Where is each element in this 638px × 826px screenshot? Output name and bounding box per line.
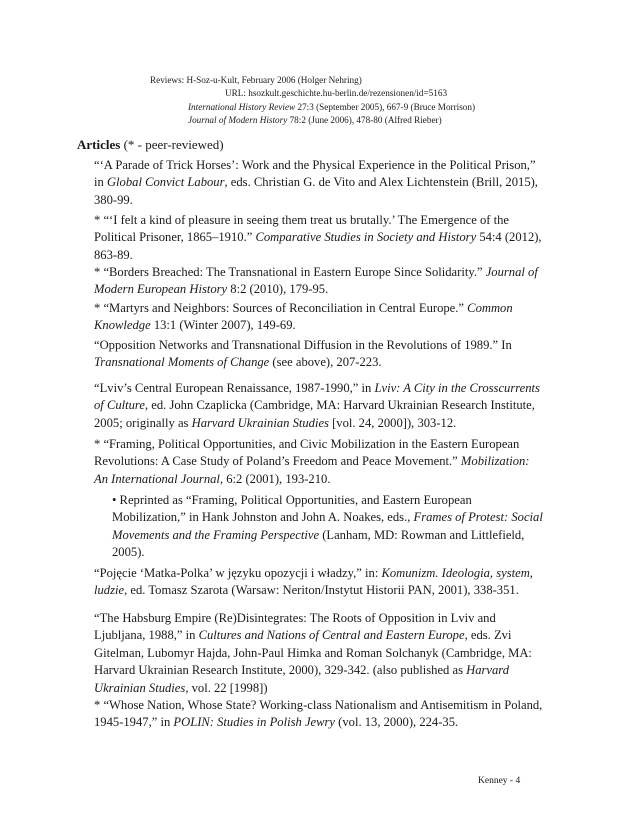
article-source: Harvard Ukrainian Studies (191, 415, 329, 430)
article-source: Journal of Modern European History (94, 265, 538, 297)
review-line-4 (188, 114, 442, 127)
article-source: POLIN: Studies in Polish Jewry (173, 715, 336, 730)
review-line-1 (150, 74, 362, 87)
article-text: , 6:2 (2001), 193-210. (219, 471, 331, 486)
article-entry (94, 264, 546, 299)
article-source: Cultures and Nations of Central and Eastern Europe (198, 628, 465, 643)
page-footer (478, 776, 520, 786)
article-text: 13:1 (Winter 2007), 149-69. (150, 318, 296, 333)
article-source: Mobilization: An International Journal (94, 454, 530, 486)
page-number: Kenney - 4 (478, 776, 521, 786)
article-entry (94, 697, 546, 732)
article-source: Lviv: A City in the Crosscurrents of Culture (94, 381, 540, 413)
article-text: , eds. Christian G. de Vito and Alex Lichtenstein (Brill, 2015), 380-99. (94, 175, 538, 207)
article-text: * “Martyrs and Neighbors: Sources of Reconciliation in Central Europe.” (94, 301, 468, 315)
article-text: 8:2 (2010), 179-95. (227, 282, 329, 297)
article-text: “Pojęcie ‘Matka-Polka’ w języku opozycji i władzy,” in: (94, 566, 382, 580)
article-source: Komunizm. Ideologia, system, ludzie (94, 566, 533, 598)
article-entry (94, 212, 546, 264)
article-entry (94, 610, 546, 697)
review-text: Reviews: H-Soz-u-Kult, February 2006 (Holger Nehring) (150, 75, 362, 85)
section-title: Articles (77, 137, 121, 152)
review-url (225, 87, 447, 100)
review-text: 78:2 (June 2006), 478-80 (Alfred Rieber) (287, 115, 442, 125)
article-text: [vol. 24, 2000]), 303-12. (328, 415, 457, 430)
article-source: Comparative Studies in Society and History (255, 230, 477, 245)
review-journal-title: International History Review (188, 102, 296, 112)
section-note: (* - peer-reviewed) (120, 137, 224, 152)
article-entry (94, 380, 546, 432)
article-text: * “Framing, Political Opportunities, and Civic Mobilization in the Eastern European Revolutions: A Case Study of Poland’s Freedom and Peace Movement.” (94, 437, 520, 469)
reprint-source: Frames of Protest: Social Movements and the Framing Perspective (112, 510, 543, 542)
article-text: * “‘I felt a kind of pleasure in seeing them treat us brutally.’ The Emergence of the Political Prisoner, 1865–1910.” (94, 213, 509, 245)
article-entry (94, 300, 546, 335)
reprint-text: (Lanham, MD: Rowman and Littlefield, 2005). (112, 527, 525, 560)
article-source: Transnational Moments of Change (94, 355, 270, 370)
reprint-note (112, 492, 544, 562)
article-entry (94, 436, 546, 488)
article-entry (94, 157, 546, 209)
article-text: (see above), 207-223. (269, 355, 382, 370)
review-url-text: URL: hsozkult.geschichte.hu-berlin.de/rezensionen/id=5163 (225, 88, 448, 98)
article-text: (vol. 13, 2000), 224-35. (335, 715, 459, 730)
review-line-3 (188, 101, 475, 114)
article-source: Global Convict Labour (106, 175, 225, 190)
article-text: , vol. 22 [1998]) (185, 680, 268, 695)
article-text: , ed. Tomasz Szarota (Warsaw: Neriton/Instytut Historii PAN, 2001), 338-351. (124, 583, 519, 598)
reprint-text: • Reprinted as “Framing, Political Opportunities, and Eastern European Mobilization,” in Hank Johnston and John A. Noakes, eds., (112, 493, 472, 525)
article-text: * “Whose Nation, Whose State? Working-class Nationalism and Antisemitism in Poland, 1945-1947,” in (94, 698, 543, 730)
article-entry (94, 337, 546, 372)
article-text: * “Borders Breached: The Transnational in Eastern Europe Since Solidarity.” (94, 265, 486, 279)
review-text: 27:3 (September 2005), 667-9 (Bruce Morrison) (295, 102, 476, 112)
article-text: 54:4 (2012), 863-89. (94, 230, 542, 262)
article-text: “‘A Parade of Trick Horses’: Work and the Physical Experience in the Political Prison,” in (94, 158, 536, 190)
article-source: Common Knowledge (94, 301, 513, 333)
article-text: “Opposition Networks and Transnational Diffusion in the Revolutions of 1989.” In (94, 338, 512, 352)
article-text: , eds. Zvi Gitelman, Lubomyr Hajda, John-Paul Himka and Roman Solchanyk (Cambridge, MA: Harvard Ukrainian Research Institute, 2000), 329-342. (also published as (94, 628, 532, 678)
article-text: “Lviv’s Central European Renaissance, 1987-1990,” in (94, 381, 375, 395)
article-text: “The Habsburg Empire (Re)Disintegrates: The Roots of Opposition in Lviv and Ljubljana, 1988,” in (94, 611, 496, 643)
article-source: Harvard Ukrainian Studies (94, 663, 510, 695)
review-journal-title: Journal of Modern History (188, 115, 288, 125)
article-text: , ed. John Czaplicka (Cambridge, MA: Harvard Ukrainian Research Institute, 2005; originally as (94, 398, 535, 430)
section-heading (77, 136, 224, 154)
article-entry (94, 565, 546, 600)
